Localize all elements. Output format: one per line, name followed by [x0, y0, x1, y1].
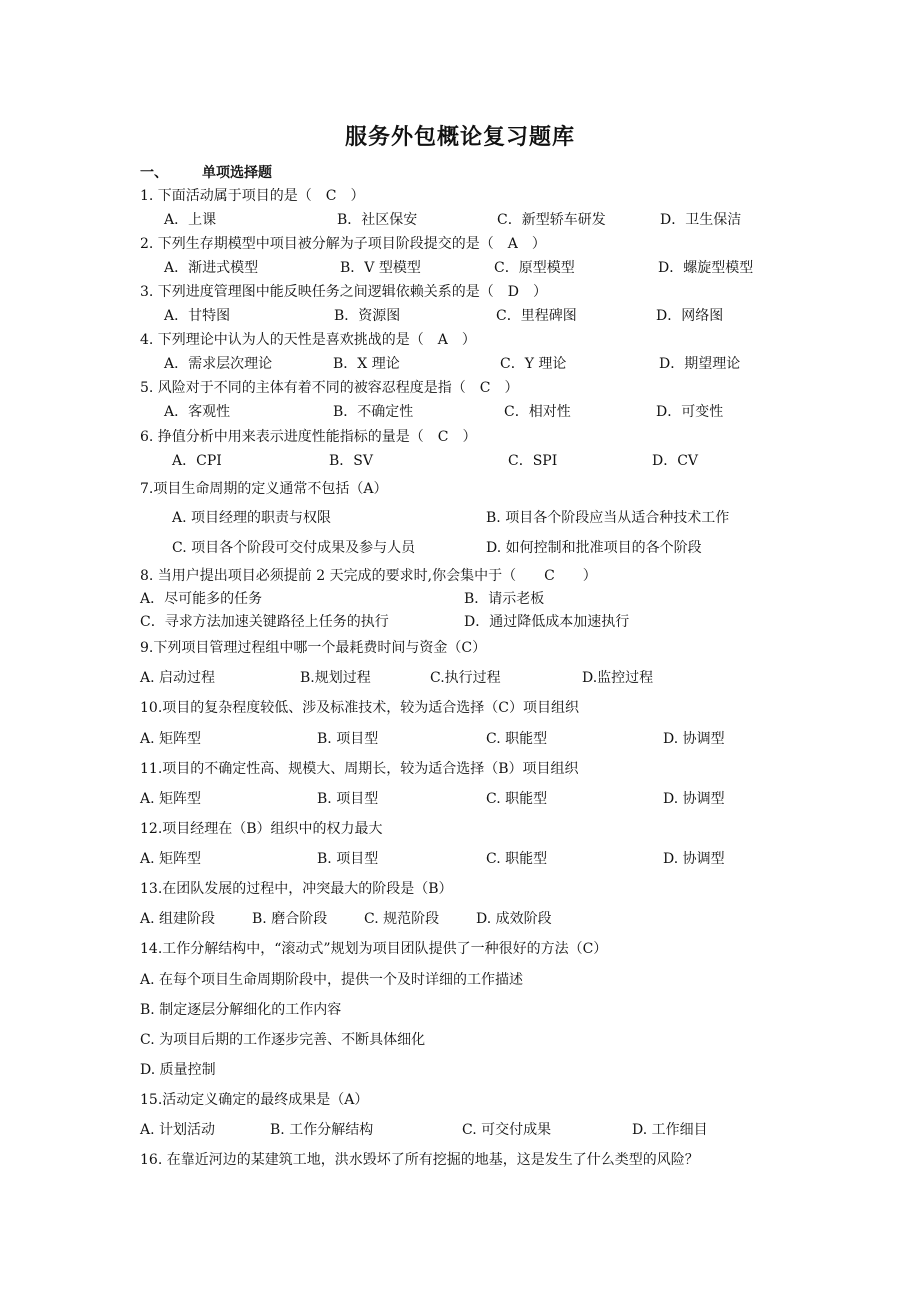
option-b: B. 项目各个阶段应当从适合种技术工作 — [486, 510, 730, 526]
option-b: B. 制定逐层分解细化的工作内容 — [140, 1002, 342, 1018]
option-d: D. 协调型 — [663, 791, 725, 807]
option-b: B．SV — [329, 453, 373, 469]
option-d: D．网络图 — [656, 308, 724, 324]
document-title: 服务外包概论复习题库 — [344, 124, 575, 150]
option-d: D. 协调型 — [663, 731, 725, 747]
option-a: A．尽可能多的任务 — [140, 591, 263, 607]
option-a: A. 矩阵型 — [140, 731, 202, 747]
question-4: 4. 下列理论中认为人的天性是喜欢挑战的是（ A ） — [140, 332, 476, 348]
question-9: 9.下列项目管理过程组中哪一个最耗费时间与资金（C） — [140, 640, 487, 656]
section-heading — [140, 162, 272, 182]
option-b: B．资源图 — [334, 308, 401, 324]
option-c: C. 职能型 — [486, 791, 548, 807]
option-a: A．需求层次理论 — [164, 356, 273, 372]
question-15: 15.活动定义确定的最终成果是（A） — [140, 1092, 369, 1108]
section-label: 单项选择题 — [202, 165, 272, 181]
option-b: B. 磨合阶段 — [252, 911, 328, 927]
option-b: B. 项目型 — [317, 731, 379, 747]
option-b: B．X 理论 — [333, 356, 400, 372]
option-d: D. 质量控制 — [140, 1062, 216, 1078]
option-c: C．原型模型 — [494, 260, 575, 276]
question-8: 8. 当用户提出项目必须提前 2 天完成的要求时,你会集中于（ C ） — [140, 568, 597, 584]
option-c: C. 为项目后期的工作逐步完善、不断具体细化 — [140, 1032, 426, 1048]
option-a: A．甘特图 — [164, 308, 231, 324]
question-13: 13.在团队发展的过程中，冲突最大的阶段是（B） — [140, 881, 453, 897]
question-5: 5. 风险对于不同的主体有着不同的被容忍程度是指（ C ） — [140, 380, 519, 396]
option-a: A．CPI — [172, 453, 222, 469]
question-3: 3. 下列进度管理图中能反映任务之间逻辑依赖关系的是（ D ） — [140, 284, 548, 300]
option-c: C．SPI — [508, 453, 558, 469]
option-d: D．通过降低成本加速执行 — [464, 614, 630, 630]
option-c: C.执行过程 — [430, 670, 501, 686]
option-b: B.规划过程 — [300, 670, 371, 686]
option-b: B. 工作分解结构 — [270, 1122, 374, 1138]
option-d: D. 工作细目 — [632, 1122, 708, 1138]
option-c: C. 项目各个阶段可交付成果及参与人员 — [172, 540, 416, 556]
option-b: B．V 型模型 — [340, 260, 421, 276]
option-c: C．新型轿车研发 — [497, 212, 606, 228]
option-c: C．里程碑图 — [496, 308, 577, 324]
option-a: A. 项目经理的职责与权限 — [172, 510, 332, 526]
section-number: 一、 — [140, 165, 168, 181]
option-d: D．螺旋型模型 — [658, 260, 754, 276]
option-d: D．可变性 — [656, 404, 724, 420]
option-a: A．渐进式模型 — [164, 260, 259, 276]
option-b: B. 项目型 — [317, 791, 379, 807]
option-d: D. 如何控制和批准项目的各个阶段 — [486, 540, 702, 556]
option-c: C. 职能型 — [486, 851, 548, 867]
question-16: 16. 在靠近河边的某建筑工地，洪水毁坏了所有挖掘的地基，这是发生了什么类型的风险？ — [140, 1152, 699, 1168]
option-d: D.监控过程 — [582, 670, 654, 686]
option-c: C. 可交付成果 — [462, 1122, 552, 1138]
question-2: 2. 下列生存期模型中项目被分解为子项目阶段提交的是（ A ） — [140, 236, 546, 252]
option-d: D．CV — [652, 453, 699, 469]
option-d: D. 成效阶段 — [476, 911, 552, 927]
question-11: 11.项目的不确定性高、规模大、周期长，较为适合选择（B）项目组织 — [140, 761, 579, 777]
option-a: A. 矩阵型 — [140, 851, 202, 867]
question-7: 7.项目生命周期的定义通常不包括（A） — [140, 481, 388, 497]
option-c: C. 职能型 — [486, 731, 548, 747]
option-c: C．Y 理论 — [500, 356, 567, 372]
option-d: D. 协调型 — [663, 851, 725, 867]
option-a: A. 启动过程 — [140, 670, 216, 686]
option-a: A．上课 — [164, 212, 217, 228]
option-a: A．客观性 — [164, 404, 231, 420]
question-14: 14.工作分解结构中，“滚动式”规划为项目团队提供了一种很好的方法（C） — [140, 941, 608, 957]
option-c: C. 规范阶段 — [364, 911, 440, 927]
option-d: D．卫生保洁 — [660, 212, 742, 228]
option-a: A. 计划活动 — [140, 1122, 216, 1138]
option-b: B．不确定性 — [333, 404, 414, 420]
option-c: C．寻求方法加速关键路径上任务的执行 — [140, 614, 389, 630]
option-a: A. 在每个项目生命周期阶段中，提供一个及时详细的工作描述 — [140, 972, 524, 988]
option-b: B．请示老板 — [464, 591, 545, 607]
option-a: A. 组建阶段 — [140, 911, 216, 927]
question-12: 12.项目经理在（B）组织中的权力最大 — [140, 821, 383, 837]
question-6: 6. 挣值分析中用来表示进度性能指标的量是（ C ） — [140, 429, 477, 445]
question-1: 1. 下面活动属于项目的是（ C ） — [140, 188, 365, 204]
option-b: B．社区保安 — [337, 212, 418, 228]
option-c: C．相对性 — [504, 404, 571, 420]
option-d: D．期望理论 — [659, 356, 741, 372]
option-a: A. 矩阵型 — [140, 791, 202, 807]
option-b: B. 项目型 — [317, 851, 379, 867]
question-10: 10.项目的复杂程度较低、涉及标准技术，较为适合选择（C）项目组织 — [140, 700, 579, 716]
